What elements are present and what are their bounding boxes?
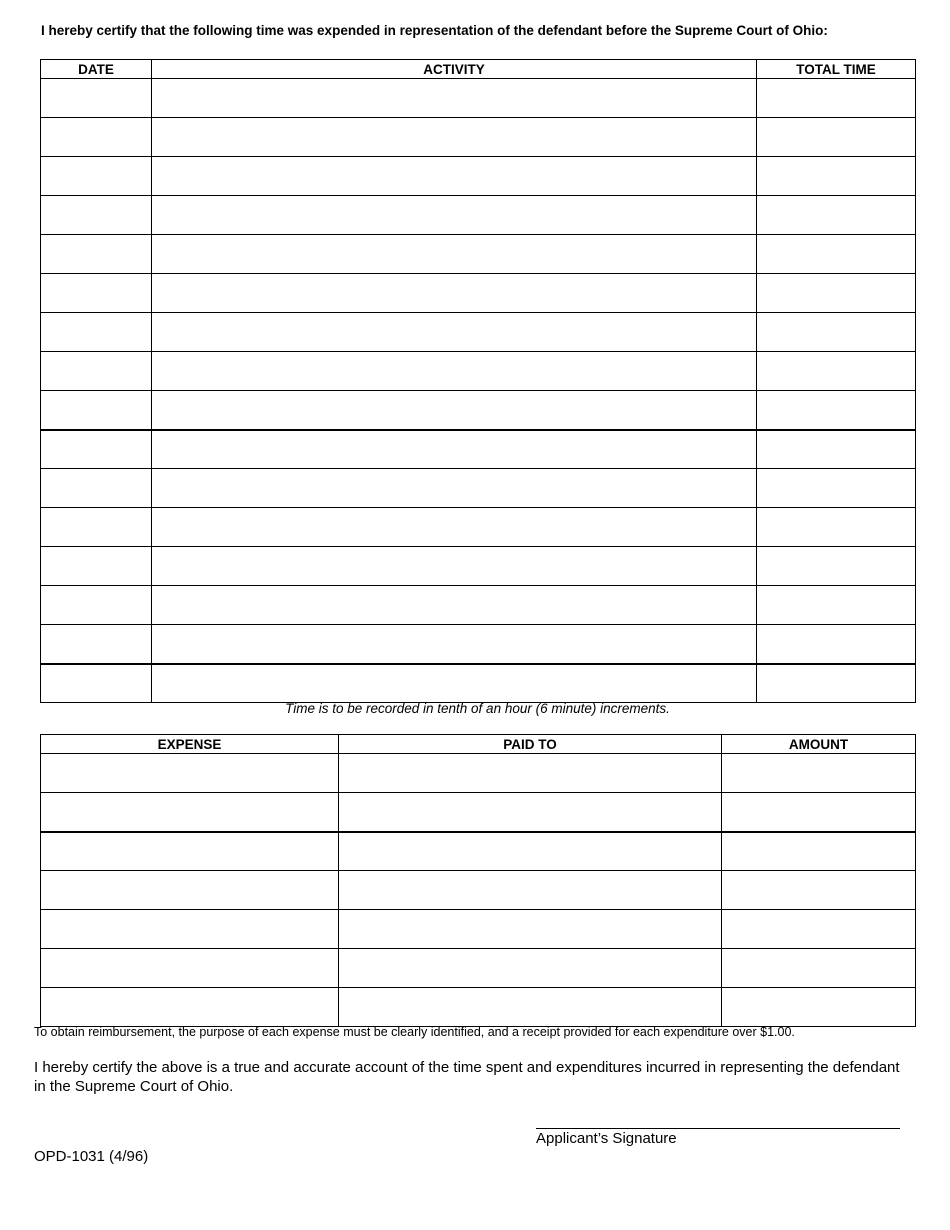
- table-row: [41, 352, 916, 391]
- total-time-cell[interactable]: [757, 430, 916, 469]
- total-time-cell[interactable]: [757, 586, 916, 625]
- expense-table-header: [41, 735, 916, 754]
- total-time-cell[interactable]: [757, 625, 916, 664]
- table-row: [41, 157, 916, 196]
- total-time-cell[interactable]: [757, 352, 916, 391]
- table-row: [41, 313, 916, 352]
- total-time-cell[interactable]: [757, 391, 916, 430]
- date-cell[interactable]: [41, 196, 152, 235]
- date-cell[interactable]: [41, 313, 152, 352]
- paid-to-column-header: PAID TO: [339, 735, 722, 754]
- signature-label: Applicant’s Signature: [536, 1130, 677, 1147]
- table-row: [41, 832, 916, 871]
- amount-cell[interactable]: [722, 832, 916, 871]
- paid-to-cell[interactable]: [339, 832, 722, 871]
- table-row: [41, 235, 916, 274]
- activity-cell[interactable]: [152, 469, 757, 508]
- table-row: [41, 547, 916, 586]
- table-row: [41, 391, 916, 430]
- table-row: [41, 430, 916, 469]
- expense-cell[interactable]: [41, 832, 339, 871]
- activity-cell[interactable]: [152, 313, 757, 352]
- table-row: [41, 910, 916, 949]
- certification-intro: I hereby certify that the following time was expended in representation of the defendant before the Supreme Court of Ohio:: [41, 23, 828, 38]
- activity-cell[interactable]: [152, 118, 757, 157]
- activity-cell[interactable]: [152, 430, 757, 469]
- amount-cell[interactable]: [722, 871, 916, 910]
- activity-cell[interactable]: [152, 196, 757, 235]
- table-row: [41, 625, 916, 664]
- activity-cell[interactable]: [152, 625, 757, 664]
- date-cell[interactable]: [41, 391, 152, 430]
- activity-cell[interactable]: [152, 664, 757, 703]
- expense-cell[interactable]: [41, 949, 339, 988]
- expense-cell[interactable]: [41, 754, 339, 793]
- expense-cell[interactable]: [41, 871, 339, 910]
- total-time-cell[interactable]: [757, 196, 916, 235]
- total-time-cell[interactable]: [757, 118, 916, 157]
- amount-cell[interactable]: [722, 793, 916, 832]
- paid-to-cell[interactable]: [339, 871, 722, 910]
- total-time-cell[interactable]: [757, 313, 916, 352]
- total-time-cell[interactable]: [757, 664, 916, 703]
- amount-cell[interactable]: [722, 988, 916, 1027]
- table-row: [41, 871, 916, 910]
- date-cell[interactable]: [41, 547, 152, 586]
- expense-column-header: EXPENSE: [41, 735, 339, 754]
- table-row: [41, 988, 916, 1027]
- activity-cell[interactable]: [152, 508, 757, 547]
- total-time-cell[interactable]: [757, 547, 916, 586]
- date-cell[interactable]: [41, 430, 152, 469]
- date-cell[interactable]: [41, 79, 152, 118]
- date-cell[interactable]: [41, 664, 152, 703]
- date-cell[interactable]: [41, 469, 152, 508]
- date-cell[interactable]: [41, 118, 152, 157]
- table-row: [41, 274, 916, 313]
- total-time-cell[interactable]: [757, 469, 916, 508]
- time-log-table: [40, 59, 916, 703]
- activity-cell[interactable]: [152, 586, 757, 625]
- activity-cell[interactable]: [152, 274, 757, 313]
- total-time-cell[interactable]: [757, 157, 916, 196]
- total-time-column-header: TOTAL TIME: [757, 60, 916, 79]
- activity-cell[interactable]: [152, 157, 757, 196]
- expense-cell[interactable]: [41, 988, 339, 1027]
- amount-cell[interactable]: [722, 910, 916, 949]
- amount-cell[interactable]: [722, 949, 916, 988]
- total-time-cell[interactable]: [757, 235, 916, 274]
- expense-table: [40, 734, 916, 1027]
- paid-to-cell[interactable]: [339, 949, 722, 988]
- table-row: [41, 754, 916, 793]
- activity-cell[interactable]: [152, 352, 757, 391]
- form-number: OPD-1031 (4/96): [34, 1148, 149, 1165]
- expense-table-body: [41, 754, 916, 1027]
- date-cell[interactable]: [41, 235, 152, 274]
- date-cell[interactable]: [41, 352, 152, 391]
- total-time-cell[interactable]: [757, 79, 916, 118]
- table-row: [41, 469, 916, 508]
- certification-statement: I hereby certify the above is a true and accurate account of the time spent and expenditures incurred in representing the defendant in the Supreme Court of Ohio.: [34, 1059, 900, 1095]
- activity-cell[interactable]: [152, 547, 757, 586]
- date-cell[interactable]: [41, 274, 152, 313]
- date-cell[interactable]: [41, 586, 152, 625]
- table-row: [41, 196, 916, 235]
- time-table-header: [41, 60, 916, 79]
- reimbursement-note: To obtain reimbursement, the purpose of each expense must be clearly identified, and a receipt provided for each expenditure over $1.00.: [34, 1025, 795, 1039]
- date-column-header: DATE: [41, 60, 152, 79]
- table-row: [41, 508, 916, 547]
- paid-to-cell[interactable]: [339, 988, 722, 1027]
- activity-cell[interactable]: [152, 79, 757, 118]
- total-time-cell[interactable]: [757, 274, 916, 313]
- date-cell[interactable]: [41, 508, 152, 547]
- paid-to-cell[interactable]: [339, 793, 722, 832]
- table-row: [41, 793, 916, 832]
- table-row: [41, 79, 916, 118]
- total-time-cell[interactable]: [757, 508, 916, 547]
- table-row: [41, 118, 916, 157]
- time-increment-note: Time is to be recorded in tenth of an hour (6 minute) increments.: [285, 701, 670, 716]
- signature-line[interactable]: [536, 1128, 900, 1129]
- table-row: [41, 949, 916, 988]
- activity-cell[interactable]: [152, 235, 757, 274]
- paid-to-cell[interactable]: [339, 754, 722, 793]
- paid-to-cell[interactable]: [339, 910, 722, 949]
- table-row: [41, 664, 916, 703]
- expense-cell[interactable]: [41, 793, 339, 832]
- date-cell[interactable]: [41, 625, 152, 664]
- activity-cell[interactable]: [152, 391, 757, 430]
- date-cell[interactable]: [41, 157, 152, 196]
- amount-column-header: AMOUNT: [722, 735, 916, 754]
- expense-cell[interactable]: [41, 910, 339, 949]
- time-table-body: [41, 79, 916, 703]
- amount-cell[interactable]: [722, 754, 916, 793]
- activity-column-header: ACTIVITY: [152, 60, 757, 79]
- table-row: [41, 586, 916, 625]
